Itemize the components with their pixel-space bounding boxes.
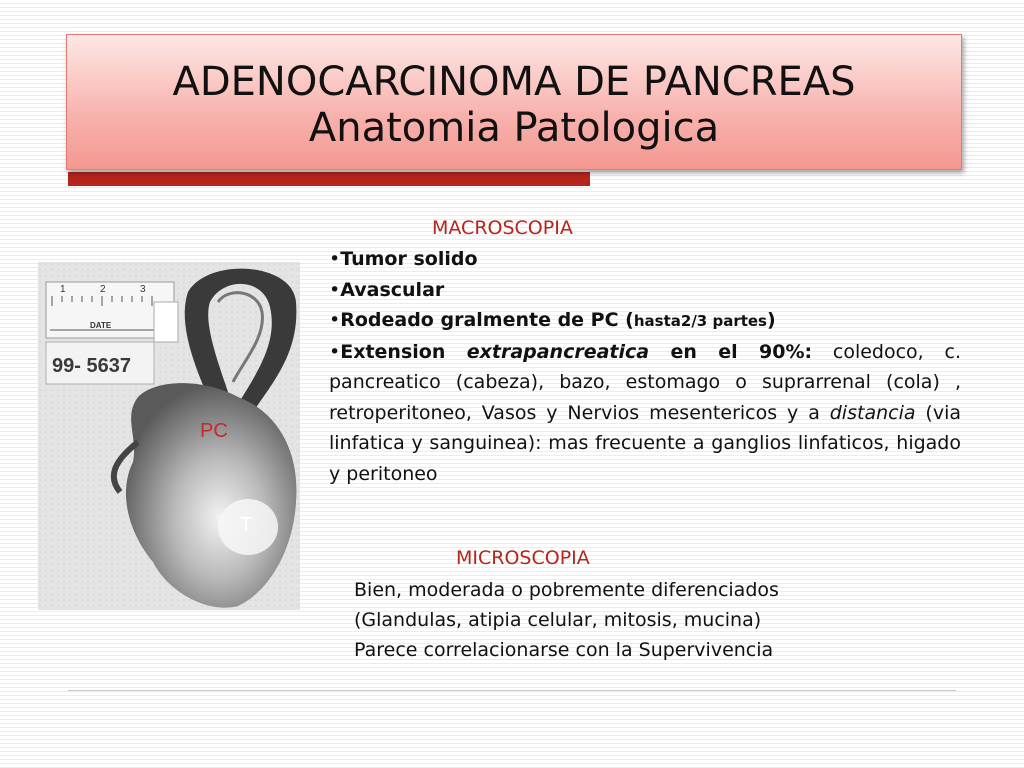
bullet: • <box>329 248 341 270</box>
extension-lead: Extension <box>340 340 467 363</box>
specimen-photo <box>38 262 300 610</box>
ruler-number-3: 3 <box>140 284 146 295</box>
microscopia-heading: MICROSCOPIA <box>456 547 590 569</box>
macro-item-extension <box>329 337 961 490</box>
specimen-number: 99- 5637 <box>52 355 131 377</box>
macro-item-tumor <box>329 244 961 275</box>
label-pc: PC <box>200 420 228 442</box>
ruler-number-1: 1 <box>60 284 66 295</box>
macroscopia-heading: MACROSCOPIA <box>432 217 573 239</box>
macro-item-text: Tumor solido <box>340 248 478 270</box>
ruler-date-label: DATE <box>90 321 112 330</box>
micro-line-1: Bien, moderada o pobremente diferenciados <box>354 579 779 601</box>
microscopia-list <box>354 575 954 665</box>
macro-item-text: Avascular <box>340 278 445 301</box>
title-box <box>66 34 962 170</box>
title-accent-bar <box>68 172 590 186</box>
slide-title: ADENOCARCINOMA DE PANCREAS <box>172 59 856 105</box>
extension-italic: extrapancreatica <box>466 340 650 363</box>
specimen-illustration <box>38 262 300 610</box>
label-t: T <box>240 514 253 536</box>
macro-item-text: Rodeado gralmente de PC ( <box>340 309 634 331</box>
macro-item-tail: ) <box>766 309 776 331</box>
bullet: • <box>329 278 341 301</box>
bullet: • <box>329 340 341 363</box>
macro-item-avascular <box>329 275 961 306</box>
macro-item-note: hasta2/3 partes <box>633 312 767 330</box>
macroscopia-list <box>329 244 961 489</box>
micro-line-2: (Glandulas, atipia celular, mitosis, mucina) <box>354 609 762 631</box>
extension-italic-2: distancia <box>829 401 916 424</box>
macro-item-rodeado <box>329 305 961 337</box>
bullet: • <box>329 309 341 331</box>
slide-subtitle: Anatomia Patologica <box>308 105 720 151</box>
footer-divider <box>68 690 956 691</box>
ruler-number-2: 2 <box>100 284 106 295</box>
micro-line-3: Parece correlacionarse con la Supervivencia <box>354 639 774 661</box>
extension-lead-tail: en el 90%: <box>649 340 813 363</box>
extension-text-1: coledoco, c. pancreatico (cabeza), bazo, estomago o suprarrenal (cola) , retroperitoneo, Vasos y Nervios mesentericos y a <box>329 340 961 424</box>
extension-text-2: (via linfatica y sanguinea): mas frecuente a ganglios linfaticos, higado y peritoneo <box>329 401 961 485</box>
